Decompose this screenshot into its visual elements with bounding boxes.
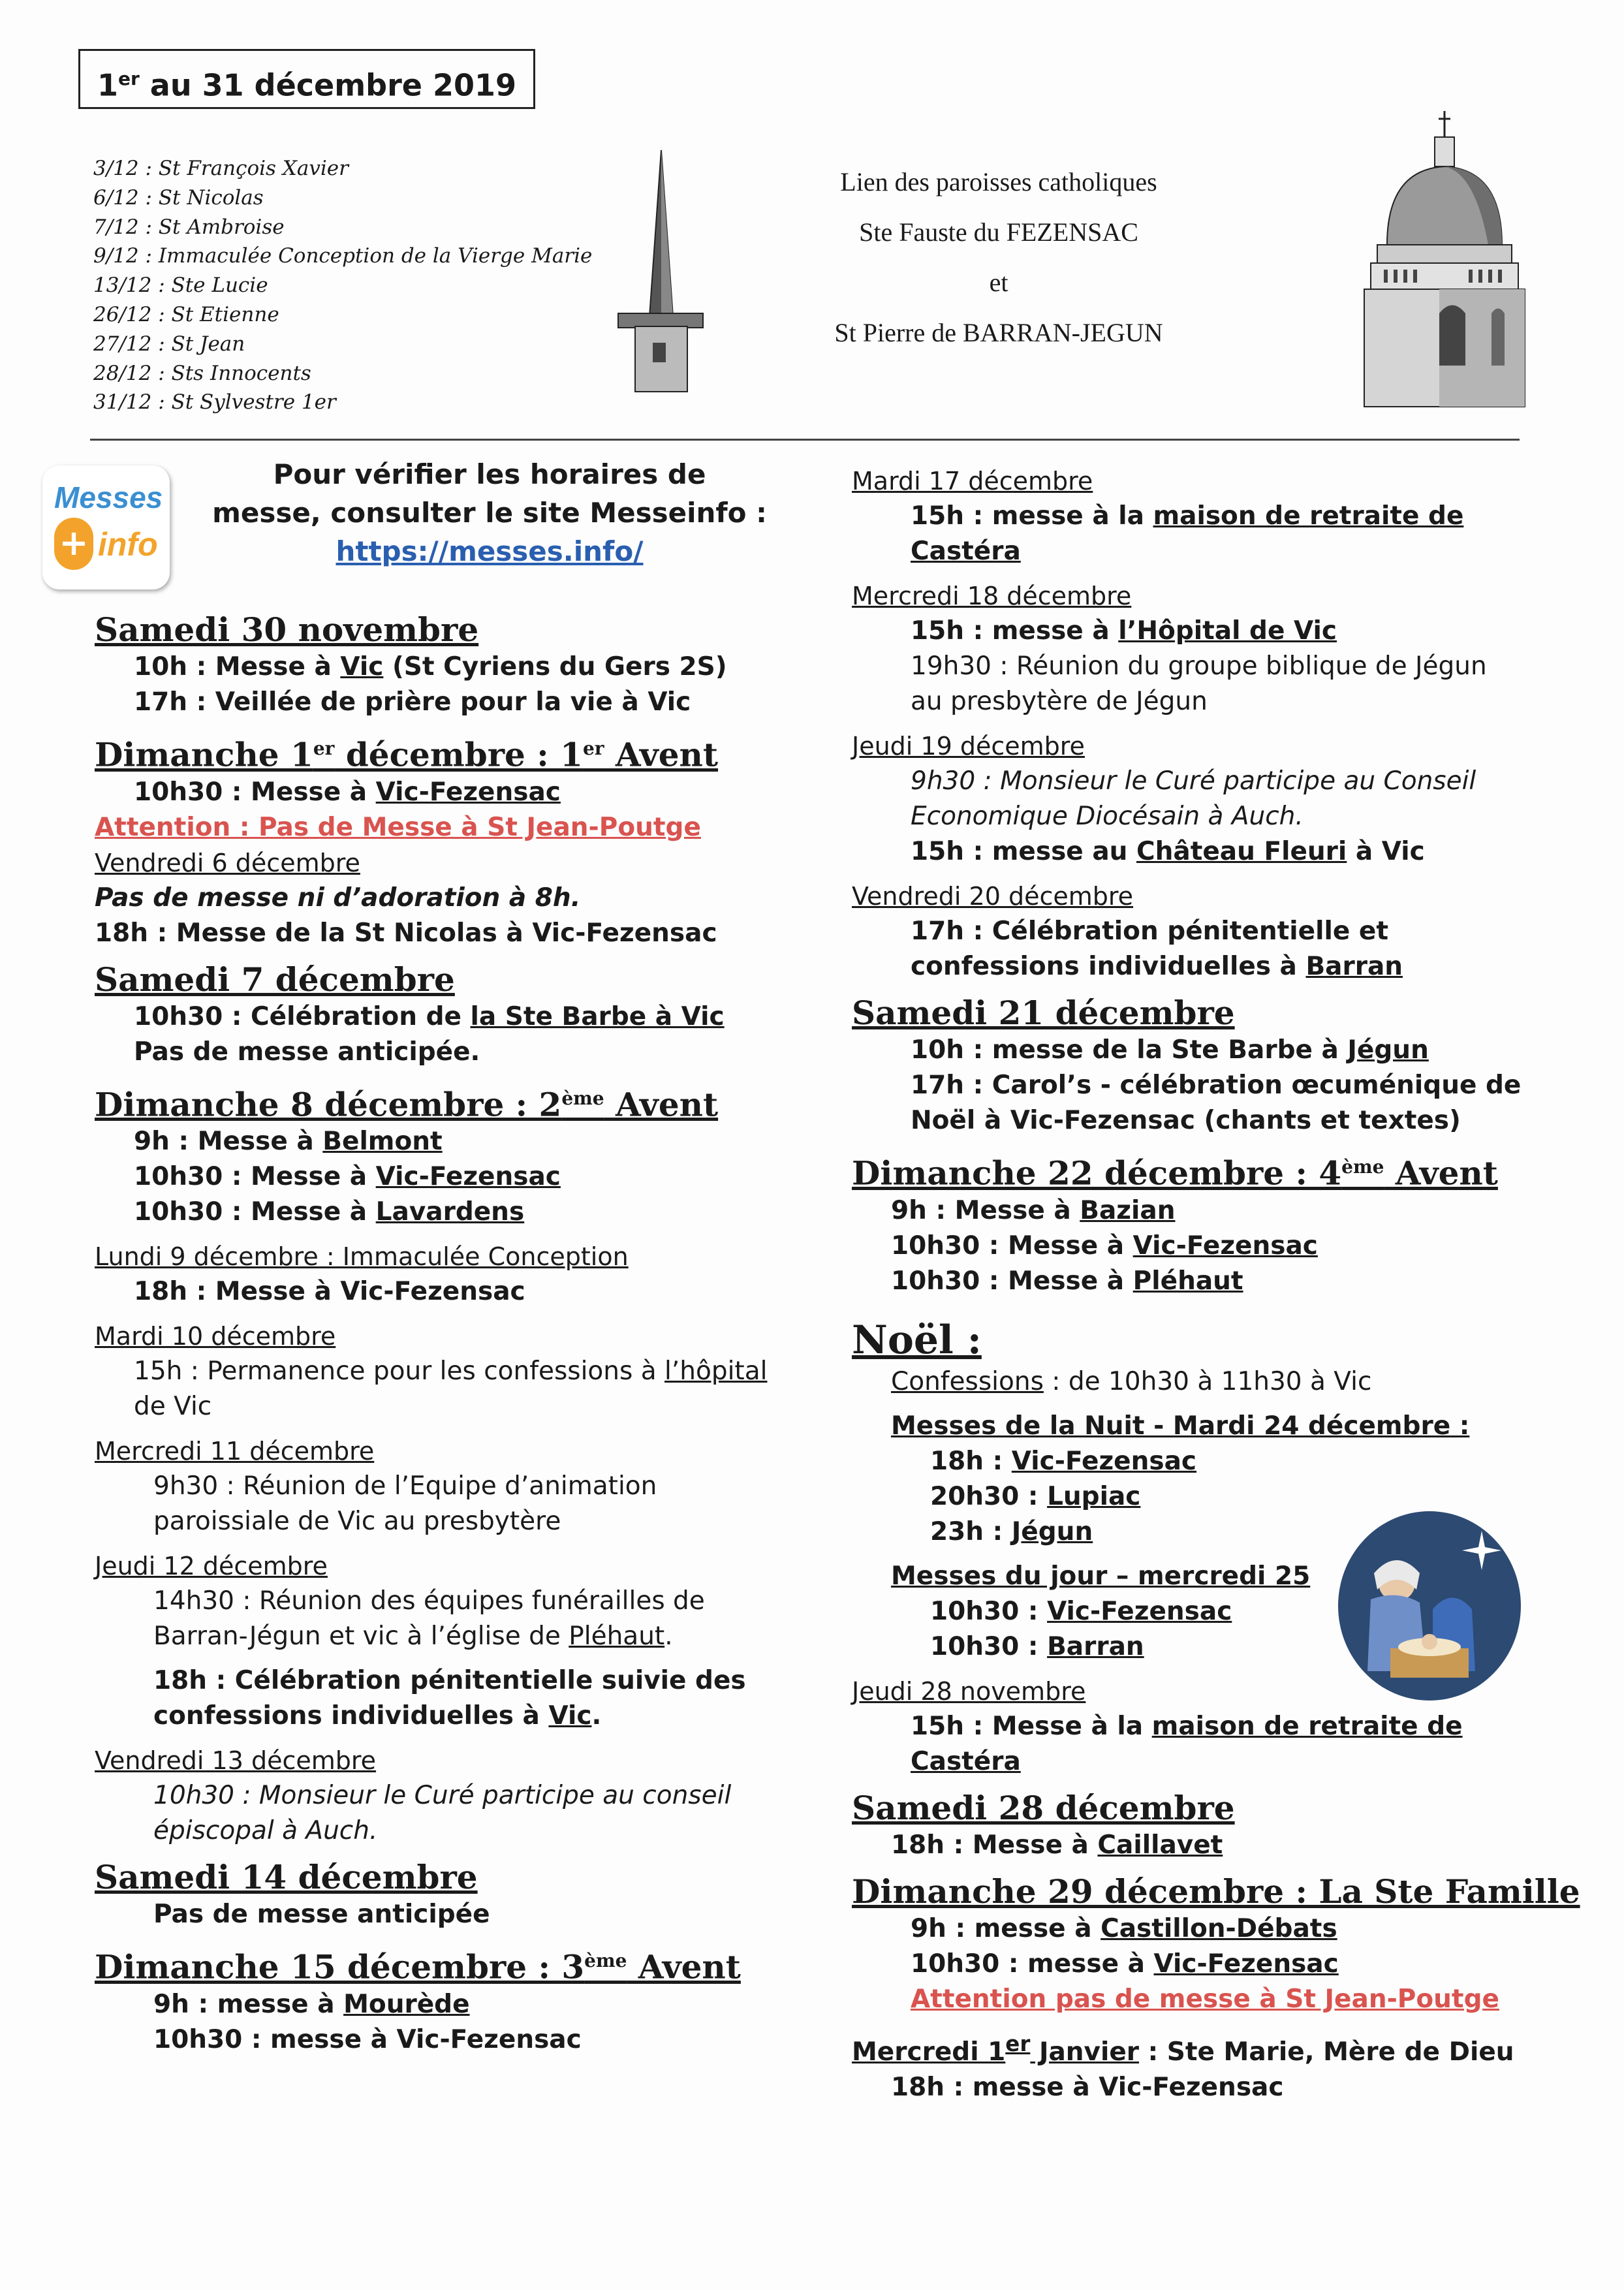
event-line: 23h : Jégun bbox=[930, 1516, 1093, 1546]
event-line: 17h : Veillée de prière pour la vie à Vic bbox=[134, 687, 691, 717]
entry-vendredi-20-decembre bbox=[852, 879, 1570, 984]
event-line-cut: 18h : messe à Vic-Fezensac bbox=[891, 2072, 1284, 2102]
event-line: Pas de messe ni d’adoration à 8h. bbox=[95, 883, 581, 913]
event-line: 9h : messe à Castillon-Débats bbox=[911, 1913, 1337, 1943]
verify-line: messe, consulter le site Messeinfo : bbox=[212, 497, 767, 529]
event-line: paroissiale de Vic au presbytère bbox=[153, 1507, 561, 1537]
entry-mercredi-11-decembre bbox=[95, 1434, 832, 1539]
title-line: Lien des paroisses catholiques bbox=[840, 167, 1157, 196]
right-column bbox=[852, 463, 1580, 2102]
entry-lundi-9-decembre bbox=[95, 1239, 832, 1310]
event-line: Economique Diocésain à Auch. bbox=[911, 802, 1304, 831]
event-line: 10h30 : Messe à Vic-Fezensac bbox=[891, 1231, 1318, 1261]
day-heading: Vendredi 20 décembre bbox=[852, 882, 1134, 911]
saint-item: 27/12 : St Jean bbox=[93, 332, 245, 356]
church-spire-icon bbox=[604, 147, 715, 395]
saint-item: 28/12 : Sts Innocents bbox=[93, 361, 311, 385]
event-line: Castéra bbox=[911, 537, 1021, 566]
entry-samedi-28-decembre bbox=[852, 1789, 1570, 1863]
event-line: 18h : Messe à Caillavet bbox=[891, 1830, 1223, 1860]
entry-jeudi-12-decembre bbox=[95, 1548, 832, 1734]
event-line: de Vic bbox=[134, 1392, 212, 1422]
title-line: St Pierre de BARRAN-JEGUN bbox=[834, 318, 1163, 347]
event-line: 10h30 : Messe à Vic-Fezensac bbox=[134, 1162, 561, 1192]
entry-dimanche-15-decembre bbox=[95, 1941, 832, 2058]
verify-line: Pour vérifier les horaires de bbox=[273, 458, 706, 490]
event-line: Confessions : de 10h30 à 11h30 à Vic bbox=[891, 1366, 1372, 1396]
entry-dimanche-22-decembre bbox=[852, 1148, 1570, 1299]
day-heading: Samedi 30 novembre bbox=[95, 610, 479, 649]
event-line: 18h : Célébration pénitentielle suivie des bbox=[153, 1666, 746, 1696]
parish-title bbox=[790, 157, 1208, 358]
title-line: et bbox=[989, 268, 1008, 297]
event-line: 10h : messe de la Ste Barbe à Jégun bbox=[911, 1035, 1429, 1065]
day-heading: Dimanche 22 décembre : 4ème Avent bbox=[852, 1153, 1498, 1193]
event-line: 10h30 : messe à Vic-Fezensac bbox=[911, 1949, 1339, 1979]
entry-samedi-30-novembre bbox=[95, 610, 832, 720]
logo-word-messes: Messes bbox=[54, 480, 163, 514]
event-line: 18h : Vic-Fezensac bbox=[930, 1446, 1197, 1476]
event-line: 9h : Messe à Belmont bbox=[134, 1127, 443, 1157]
event-line: 9h30 : Réunion de l’Equipe d’animation bbox=[153, 1471, 657, 1501]
entry-samedi-7-decembre bbox=[95, 960, 832, 1070]
event-line: 18h : Messe de la St Nicolas à Vic-Fezensac bbox=[95, 918, 717, 948]
event-line: 10h30 : Messe à Vic-Fezensac bbox=[134, 777, 561, 807]
event-line: 15h : Messe à la maison de retraite de Castéra bbox=[911, 1711, 1463, 1776]
entry-vendredi-6-decembre bbox=[95, 845, 832, 951]
date-sup: er bbox=[117, 68, 140, 89]
entry-mardi-17-decembre bbox=[852, 463, 1570, 569]
day-heading: Vendredi 13 décembre bbox=[95, 1746, 377, 1776]
day-heading: Dimanche 1er décembre : 1er Avent bbox=[95, 735, 719, 774]
date-rest: au 31 décembre 2019 bbox=[139, 67, 517, 103]
day-heading: Samedi 21 décembre bbox=[852, 994, 1235, 1032]
entry-dimanche-1-decembre bbox=[95, 729, 832, 845]
verify-notice bbox=[196, 455, 783, 571]
event-line: Pas de messe anticipée bbox=[153, 1900, 490, 1930]
day-heading: Dimanche 29 décembre : La Ste Famille bbox=[852, 1872, 1580, 1911]
date-start: 1 bbox=[97, 67, 118, 103]
day-heading: Samedi 14 décembre bbox=[95, 1858, 478, 1897]
event-line: Pas de messe anticipée. bbox=[134, 1037, 480, 1067]
event-line: 20h30 : Lupiac bbox=[930, 1481, 1141, 1511]
day-heading: Lundi 9 décembre : Immaculée Conception bbox=[95, 1242, 629, 1272]
event-line: épiscopal à Auch. bbox=[153, 1816, 378, 1846]
saint-item: 26/12 : St Etienne bbox=[93, 302, 279, 326]
entry-samedi-14-decembre bbox=[95, 1858, 832, 1932]
attention-notice: Attention : Pas de Messe à St Jean-Poutge bbox=[95, 812, 701, 842]
logo-word-info: info bbox=[98, 526, 158, 563]
title-line: Ste Fauste du FEZENSAC bbox=[859, 217, 1138, 247]
day-heading: Jeudi 12 décembre bbox=[95, 1552, 328, 1581]
entry-mercredi-1-janvier bbox=[852, 2026, 1570, 2102]
subheading: Messes du jour – mercredi 25 bbox=[891, 1561, 1311, 1591]
event-line: 10h30 : Célébration de la Ste Barbe à Vic bbox=[134, 1001, 725, 1031]
day-heading: Samedi 7 décembre bbox=[95, 960, 455, 999]
day-heading: Dimanche 15 décembre : 3ème Avent bbox=[95, 1947, 741, 1986]
day-heading: Mercredi 18 décembre bbox=[852, 582, 1132, 610]
event-line: confessions individuelles à Barran bbox=[911, 952, 1403, 981]
saint-item: 13/12 : Ste Lucie bbox=[93, 274, 268, 298]
day-heading: Vendredi 6 décembre bbox=[95, 848, 360, 877]
event-line: 15h : messe à l’Hôpital de Vic bbox=[911, 616, 1337, 646]
entry-mercredi-18-decembre bbox=[852, 578, 1570, 719]
event-line: confessions individuelles à Vic. bbox=[153, 1701, 602, 1731]
event-line: 10h30 : Messe à Pléhaut bbox=[891, 1266, 1243, 1296]
entry-jeudi-19-decembre bbox=[852, 729, 1570, 870]
event-line: 15h : Permanence pour les confessions à l’hôpital bbox=[134, 1357, 768, 1387]
event-line: 18h : Messe à Vic-Fezensac bbox=[134, 1277, 525, 1307]
nativity-icon bbox=[1335, 1508, 1524, 1704]
saint-item: 6/12 : St Nicolas bbox=[93, 185, 264, 210]
day-heading: Dimanche 8 décembre : 2ème Avent bbox=[95, 1085, 719, 1124]
event-line: 10h30 : Messe à Lavardens bbox=[134, 1197, 525, 1227]
entry-dimanche-8-decembre bbox=[95, 1079, 832, 1231]
subheading: Messes de la Nuit - Mardi 24 décembre : bbox=[891, 1411, 1470, 1441]
day-heading: Samedi 28 décembre bbox=[852, 1788, 1235, 1827]
saint-item: 31/12 : St Sylvestre 1er bbox=[93, 390, 336, 415]
event-line: 9h : Messe à Bazian bbox=[891, 1195, 1176, 1225]
saint-item: 3/12 : St François Xavier bbox=[93, 157, 349, 180]
day-heading: Mercredi 11 décembre bbox=[95, 1437, 375, 1466]
left-column bbox=[95, 610, 832, 2058]
event-line: au presbytère de Jégun bbox=[911, 687, 1208, 716]
event-line: 10h30 : messe à Vic-Fezensac bbox=[153, 2024, 582, 2054]
event-line: 17h : Célébration pénitentielle et bbox=[911, 917, 1388, 946]
event-line: 17h : Carol’s - célébration œcuménique de bbox=[911, 1071, 1522, 1100]
entry-vendredi-13-decembre bbox=[95, 1743, 832, 1849]
logo-cross-icon: + bbox=[54, 518, 93, 570]
entry-mardi-10-decembre bbox=[95, 1319, 832, 1424]
event-line: 15h : messe à la maison de retraite de bbox=[911, 501, 1464, 531]
day-heading: Jeudi 19 décembre bbox=[852, 732, 1085, 761]
day-heading: Jeudi 28 novembre bbox=[852, 1676, 1086, 1706]
event-line: 9h30 : Monsieur le Curé participe au Conseil bbox=[911, 766, 1476, 796]
entry-samedi-21-decembre bbox=[852, 994, 1570, 1138]
event-line: Barran-Jégun et vic à l’église de Pléhaut. bbox=[153, 1622, 673, 1652]
header-divider bbox=[90, 439, 1520, 441]
event-line: 19h30 : Réunion du groupe biblique de Jégun bbox=[911, 651, 1487, 681]
messes-info-link[interactable]: https://messes.info/ bbox=[336, 535, 644, 567]
messes-info-logo bbox=[42, 465, 170, 589]
church-dome-icon bbox=[1358, 111, 1534, 408]
attention-notice: Attention pas de messe à St Jean-Poutge bbox=[911, 1984, 1499, 2014]
event-line: Noël à Vic-Fezensac (chants et textes) bbox=[911, 1106, 1461, 1135]
date-range-box bbox=[78, 49, 535, 109]
event-line: 15h : messe au Château Fleuri à Vic bbox=[911, 837, 1425, 866]
entry-dimanche-29-decembre bbox=[852, 1872, 1580, 2017]
event-line: 14h30 : Réunion des équipes funérailles de bbox=[153, 1586, 705, 1616]
saint-item: 9/12 : Immaculée Conception de la Vierge Marie bbox=[93, 244, 593, 268]
day-heading: Mercredi 1er Janvier : Ste Marie, Mère de Dieu bbox=[852, 2031, 1514, 2067]
day-heading: Mardi 17 décembre bbox=[852, 467, 1093, 495]
noel-heading: Noël : bbox=[852, 1317, 982, 1363]
saint-item: 7/12 : St Ambroise bbox=[93, 215, 285, 239]
event-line: 10h : Messe à Vic (St Cyriens du Gers 2S) bbox=[134, 652, 727, 682]
saints-list bbox=[93, 154, 592, 417]
event-line: 10h30 : Monsieur le Curé participe au conseil bbox=[153, 1781, 732, 1811]
event-line: 10h30 : Vic-Fezensac bbox=[930, 1596, 1232, 1626]
event-line: 9h : messe à Mourède bbox=[153, 1989, 470, 2019]
day-heading: Mardi 10 décembre bbox=[95, 1322, 336, 1351]
event-line: 10h30 : Barran bbox=[930, 1631, 1144, 1661]
